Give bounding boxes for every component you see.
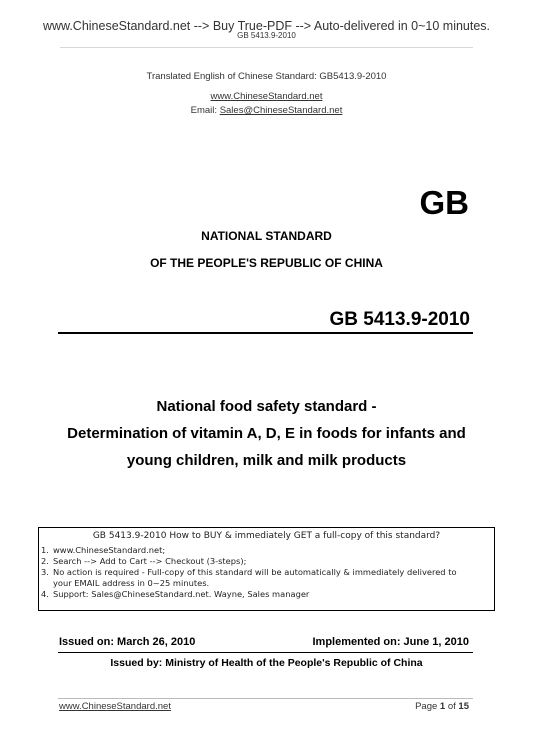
page-indicator [415, 701, 469, 712]
page-current: 1 [439, 701, 446, 712]
buy-step [41, 545, 457, 556]
country-heading: OF THE PEOPLE'S REPUBLIC OF CHINA [150, 256, 383, 270]
implemented-date: Implemented on: June 1, 2010 [312, 636, 469, 648]
buy-steps-list [41, 545, 457, 600]
buy-box-title: GB 5413.9-2010 How to BUY & immediately GET a full-copy of this standard? [92, 531, 441, 541]
step-text: www.ChineseStandard.net; [53, 545, 166, 555]
issuing-authority: Issued by: Ministry of Health of the People's Republic of China [110, 657, 423, 669]
header-standard-code: GB 5413.9-2010 [237, 31, 296, 40]
national-standard-heading: NATIONAL STANDARD [201, 229, 332, 243]
step-number: 1. [41, 545, 49, 555]
buy-step [41, 556, 457, 567]
standard-number: GB 5413.9-2010 [329, 309, 470, 330]
step-text: No action is required - Full-copy of this standard will be automatically & immediately delivered to [53, 567, 457, 577]
site-link[interactable]: www.ChineseStandard.net [210, 91, 323, 102]
step-number [41, 578, 53, 589]
title-line-2: Determination of vitamin A, D, E in foods for infants and [67, 425, 466, 442]
standard-divider [58, 332, 473, 334]
step-text: Search --> Add to Cart --> Checkout (3-steps); [53, 556, 247, 566]
step-number: 4. [41, 589, 49, 599]
footer-divider [58, 698, 473, 699]
page-of: of [445, 701, 459, 712]
buy-step [41, 578, 457, 589]
step-text: Support: Sales@ChineseStandard.net. Wayne, Sales manager [53, 589, 310, 599]
email-line [0, 105, 533, 116]
dates-divider [58, 652, 473, 653]
issued-date: Issued on: March 26, 2010 [59, 636, 196, 648]
gb-mark: GB [419, 184, 469, 221]
step-number: 3. [41, 567, 49, 577]
buy-instructions-box [38, 527, 495, 611]
title-line-3: young children, milk and milk products [126, 452, 407, 469]
buy-step [41, 589, 457, 600]
step-text: your EMAIL address in 0~25 minutes. [53, 578, 210, 588]
header-divider [60, 47, 473, 48]
footer-site-link[interactable]: www.ChineseStandard.net [59, 701, 171, 712]
email-label: Email: [190, 105, 220, 116]
step-number: 2. [41, 556, 49, 566]
email-link[interactable]: Sales@ChineseStandard.net [219, 105, 343, 116]
page-total: 15 [458, 701, 469, 712]
title-line-1: National food safety standard - [156, 398, 377, 415]
translated-title: Translated English of Chinese Standard: GB5413.9-2010 [146, 71, 387, 82]
buy-step [41, 567, 457, 578]
top-banner: www.ChineseStandard.net --> Buy True-PDF --> Auto-delivered in 0~10 minutes. [42, 19, 491, 33]
page-label: Page [415, 701, 440, 712]
